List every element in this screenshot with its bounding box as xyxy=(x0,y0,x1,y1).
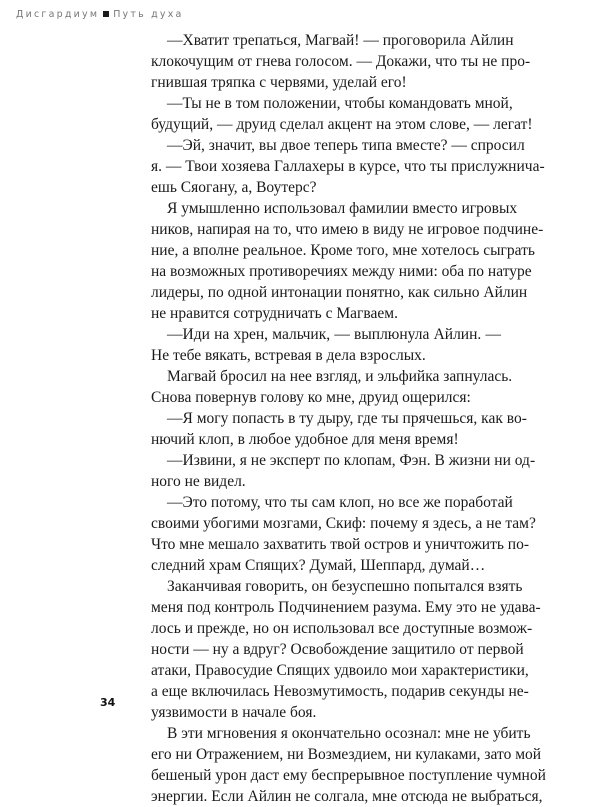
text-line: —Эй, значит, вы двое теперь типа вместе? — спросил xyxy=(167,137,525,154)
text-line: бешеный урон даст ему беспрерывное поступление чумной xyxy=(151,767,546,784)
text-line: я. — Твои хозяева Галлахеры в курсе, что ты прислужнича- xyxy=(151,158,545,175)
text-line: Не тебе вякать, встревая в дела взрослых. xyxy=(151,347,426,364)
text-line: клокочущим от гнева голосом. — Докажи, что ты не про- xyxy=(151,53,531,70)
text-line: уязвимости в начале боя. xyxy=(151,704,317,721)
text-line: Заканчивая говорить, он безуспешно попытался взять xyxy=(167,578,523,595)
page-body xyxy=(151,30,546,807)
text-line: а еще включилась Невозмутимость, подарив секунды не- xyxy=(151,683,529,700)
text-line: ного не видел. xyxy=(151,473,246,490)
text-line: ников, напирая на то, что имею в виду не игровое подчине- xyxy=(151,221,544,238)
text-line: будущий, — друид сделал акцент на этом слове, — легат! xyxy=(151,116,533,133)
text-line: ешь Сяогану, а, Воутерс? xyxy=(151,179,317,196)
text-line: В эти мгновения я окончательно осознал: мне не убить xyxy=(167,725,531,742)
text-line: —Извини, я не эксперт по клопам, Фэн. В жизни ни од- xyxy=(167,452,536,469)
text-line: —Хватит трепаться, Магвай! — проговорила Айлин xyxy=(167,32,514,49)
text-line: лось и прежде, но он использовал все доступные возмож- xyxy=(151,620,533,637)
text-line: Я умышленно использовал фамилии вместо игровых xyxy=(167,200,518,217)
text-line: —Иди на хрен, мальчик, — выплюнула Айлин. — xyxy=(167,326,501,343)
text-line: на возможных противоречиях между ними: оба по натуре xyxy=(151,263,532,280)
text-line: энергии. Если Айлин не солгала, мне отсюда не выбраться, xyxy=(151,788,543,805)
text-line: —Я могу попасть в ту дыру, где ты прячешься, как во- xyxy=(167,410,527,427)
text-line: Снова повернув голову ко мне, друид ощерился: xyxy=(151,389,471,406)
text-line: гнившая тряпка с червями, уделай его! xyxy=(151,74,407,91)
text-line: не нравится сотрудничать с Магваем. xyxy=(151,305,398,322)
chapter-title: Путь духа xyxy=(113,9,184,20)
text-line: атаки, Правосудие Спящих удвоило мои характеристики, xyxy=(151,662,529,679)
page-number: 34 xyxy=(100,696,116,709)
text-line: Что мне мешало захватить твой остров и уничтожить по- xyxy=(151,536,530,553)
book-title: Дисгардиум xyxy=(16,9,100,20)
text-line: —Ты не в том положении, чтобы командовать мной, xyxy=(167,95,513,112)
text-line: своими убогими мозгами, Скиф: почему я здесь, а не там? xyxy=(151,515,536,532)
text-line: следний храм Спящих? Думай, Шеппард, думай… xyxy=(151,557,486,574)
text-line: его ни Отражением, ни Возмездием, ни кулаками, зато мой xyxy=(151,746,542,763)
text-line: лидеры, по одной интонации понятно, как сильно Айлин xyxy=(151,284,528,301)
text-line: ности — ну а вдруг? Освобождение защитило от первой xyxy=(151,641,524,658)
running-header xyxy=(16,9,184,20)
text-line: Магвай бросил на нее взгляд, и эльфийка запнулась. xyxy=(167,368,513,385)
text-line: нючий клоп, в любое удобное для меня время! xyxy=(151,431,459,448)
text-line: ние, а вполне реальное. Кроме того, мне хотелось сыграть xyxy=(151,242,535,259)
text-line: —Это потому, что ты сам клоп, но все же поработай xyxy=(167,494,513,511)
separator-square-icon xyxy=(103,11,109,17)
text-line: меня под контроль Подчинением разума. Ему это не удава- xyxy=(151,599,541,616)
